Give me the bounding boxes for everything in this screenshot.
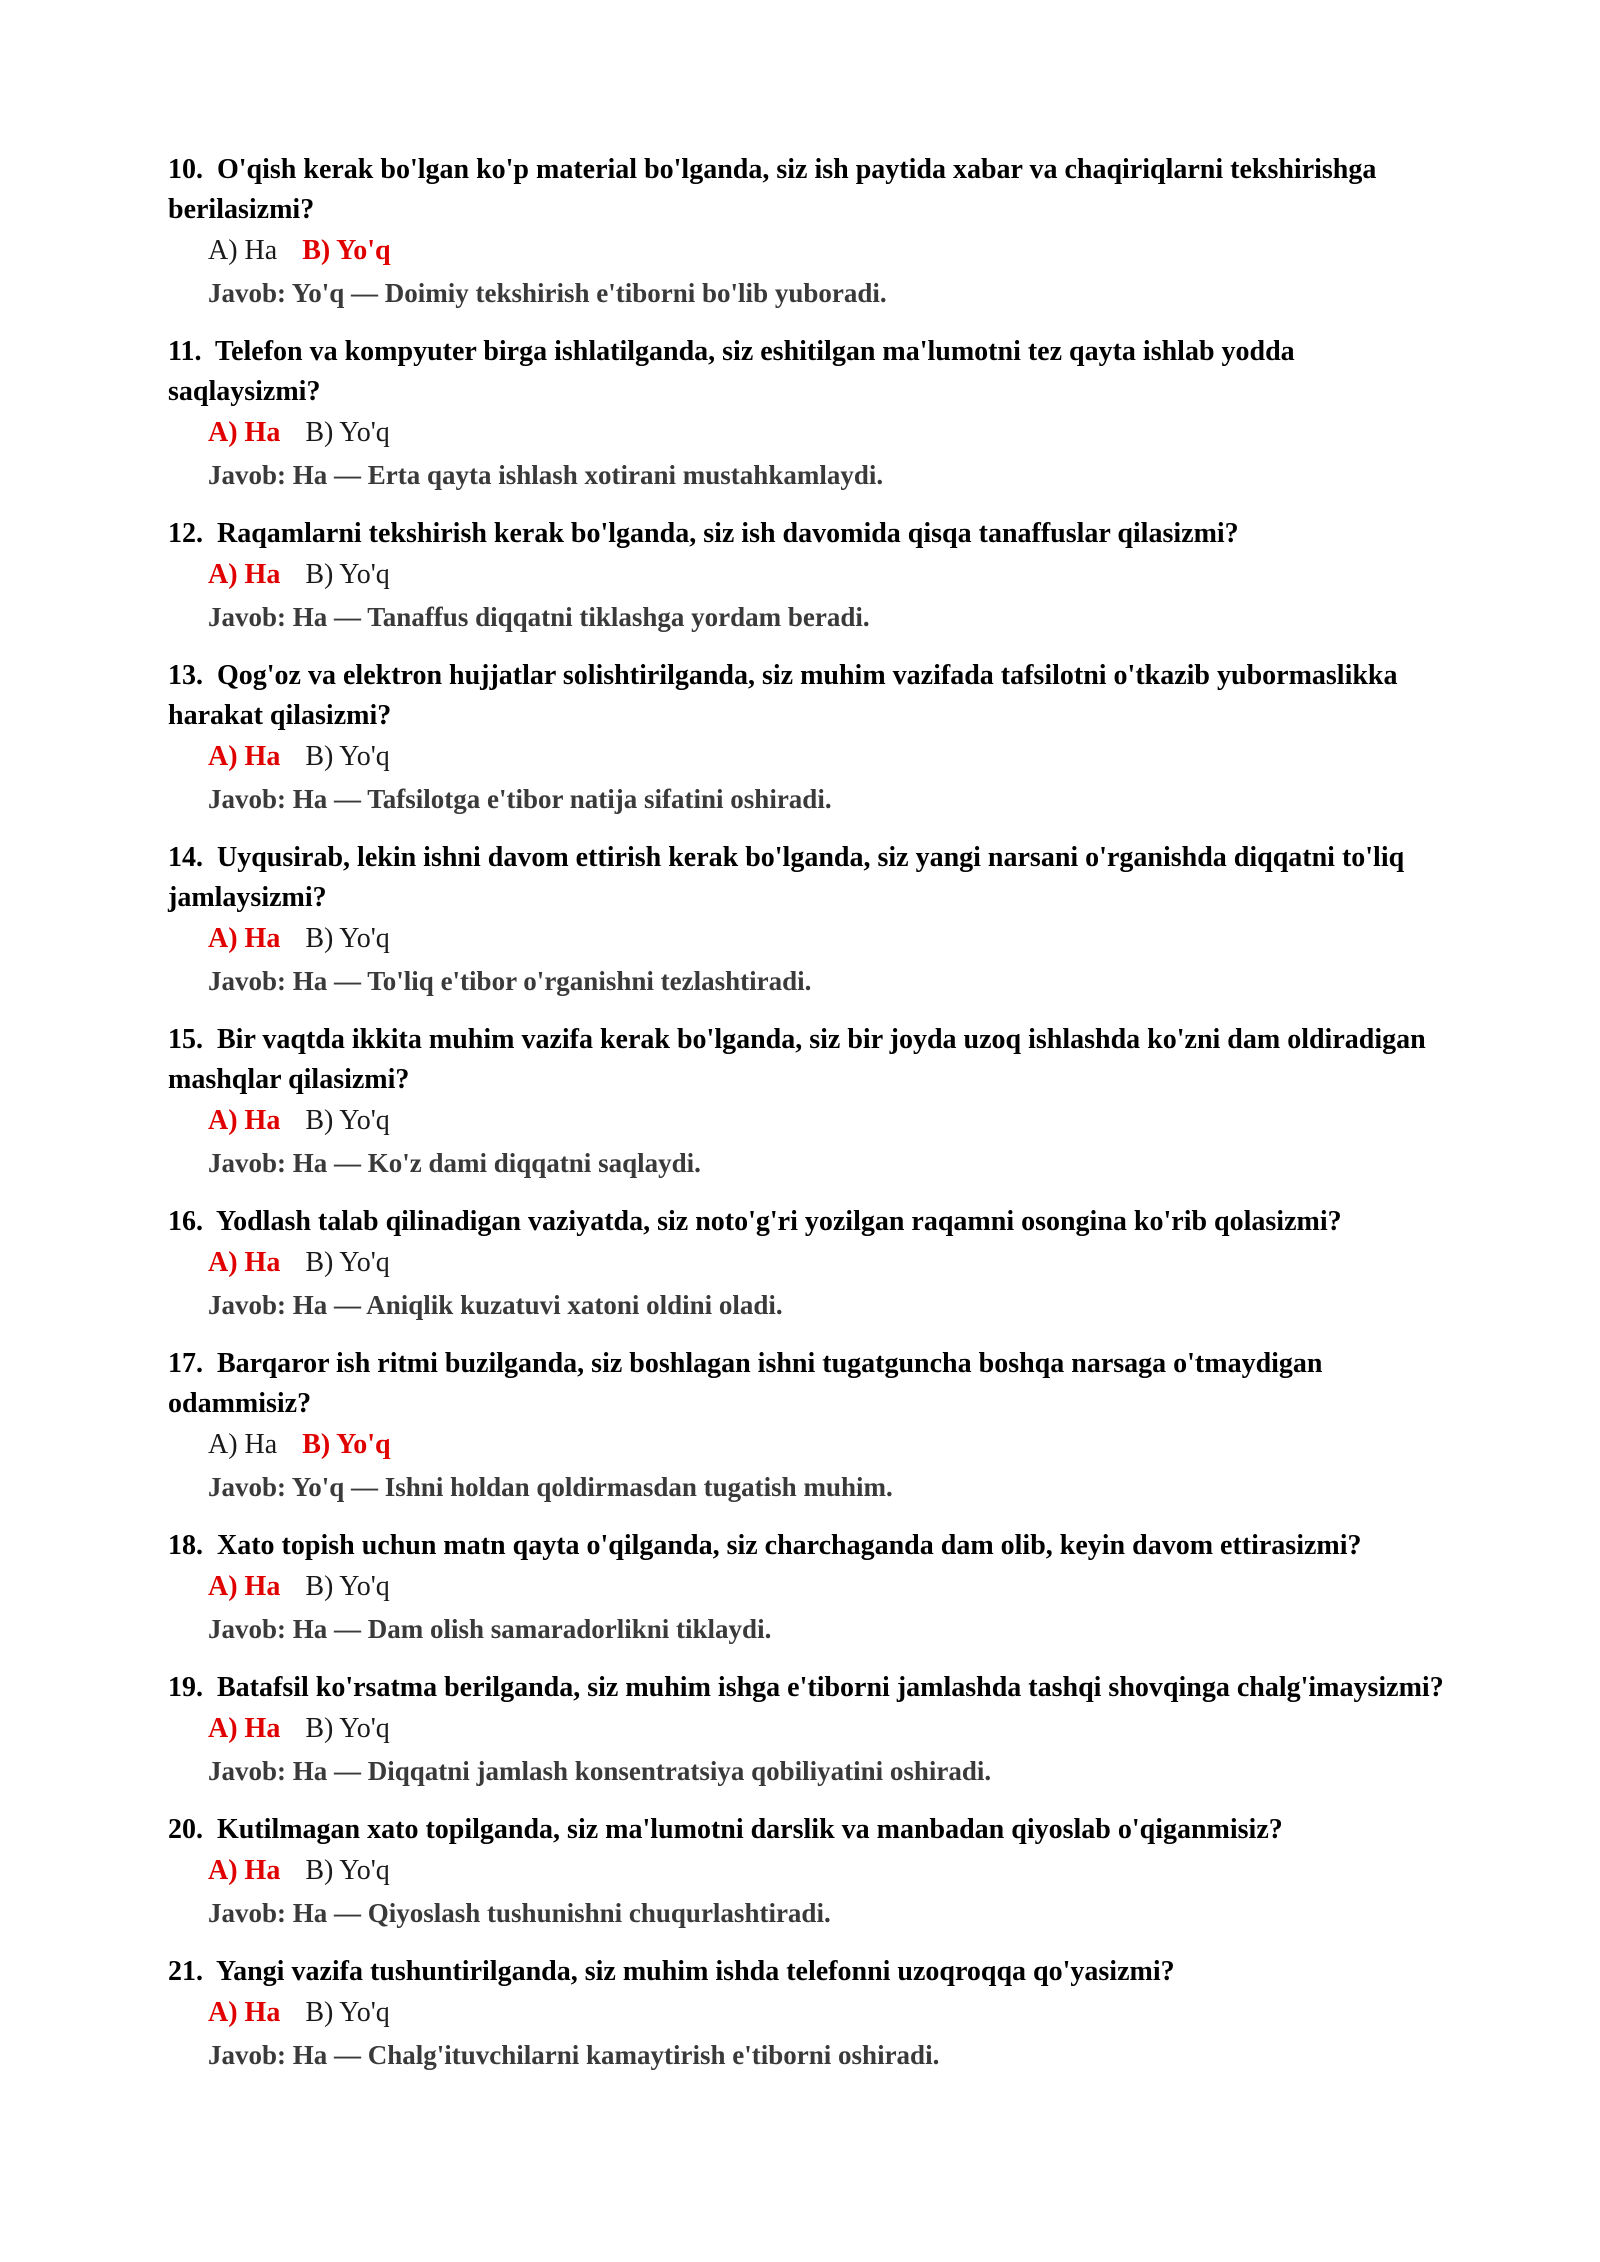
option-b[interactable]: B) Yo'q bbox=[302, 1429, 391, 1460]
question-number: 19. bbox=[168, 1672, 203, 1703]
question-text-line bbox=[168, 656, 1450, 736]
question-text-line bbox=[168, 1020, 1450, 1100]
question-text-line bbox=[168, 150, 1450, 230]
question-number: 10. bbox=[168, 154, 203, 185]
question-text: Qog'oz va elektron hujjatlar solishtirilganda, siz muhim vazifada tafsilotni o'tkazib yubormaslikka harakat qilasizmi? bbox=[168, 660, 1398, 731]
question-text-line bbox=[168, 1344, 1450, 1424]
option-a[interactable]: A) Ha bbox=[208, 741, 281, 772]
option-b[interactable]: B) Yo'q bbox=[305, 417, 390, 448]
question-text: Bir vaqtda ikkita muhim vazifa kerak bo'lganda, siz bir joyda uzoq ishlashda ko'zni dam oldiradigan mashqlar qilasizmi? bbox=[168, 1024, 1426, 1095]
option-a[interactable]: A) Ha bbox=[208, 1429, 278, 1460]
option-a[interactable]: A) Ha bbox=[208, 1247, 281, 1278]
question-number: 18. bbox=[168, 1530, 203, 1561]
question-item bbox=[168, 1810, 1450, 1934]
option-a[interactable]: A) Ha bbox=[208, 235, 278, 266]
answer-explanation: Javob: Ha — Tafsilotga e'tibor natija sifatini oshiradi. bbox=[208, 784, 832, 814]
answer-explanation: Javob: Ha — Erta qayta ishlash xotirani mustahkamlaydi. bbox=[208, 460, 884, 490]
question-text: Telefon va kompyuter birga ishlatilganda, siz eshitilgan ma'lumotni tez qayta ishlab yodda saqlaysizmi? bbox=[168, 336, 1295, 407]
question-list bbox=[168, 150, 1450, 2076]
question-text: Yodlash talab qilinadigan vaziyatda, siz noto'g'ri yozilgan raqamni osongina ko'rib qolasizmi? bbox=[215, 1206, 1342, 1237]
answer-explanation: Javob: Ha — Chalg'ituvchilarni kamaytirish e'tiborni oshiradi. bbox=[208, 2040, 940, 2070]
option-a[interactable]: A) Ha bbox=[208, 1713, 281, 1744]
question-text-line bbox=[168, 1526, 1450, 1566]
question-item bbox=[168, 1202, 1450, 1326]
answer-options bbox=[208, 230, 1450, 272]
question-number: 14. bbox=[168, 842, 203, 873]
option-b[interactable]: B) Yo'q bbox=[305, 741, 390, 772]
question-text: Xato topish uchun matn qayta o'qilganda, siz charchaganda dam olib, keyin davom ettirasizmi? bbox=[217, 1530, 1362, 1561]
question-text: Batafsil ko'rsatma berilganda, siz muhim ishga e'tiborni jamlashda tashqi shovqinga chalg'imaysizmi? bbox=[217, 1672, 1444, 1703]
answer-explanation: Javob: Ha — To'liq e'tibor o'rganishni tezlashtiradi. bbox=[208, 966, 812, 996]
question-text: Uyqusirab, lekin ishni davom ettirish kerak bo'lganda, siz yangi narsani o'rganishda diqqatni to'liq jamlaysizmi? bbox=[168, 842, 1405, 913]
option-a[interactable]: A) Ha bbox=[208, 417, 281, 448]
option-a[interactable]: A) Ha bbox=[208, 923, 281, 954]
question-number: 15. bbox=[168, 1024, 203, 1055]
option-b[interactable]: B) Yo'q bbox=[305, 1247, 390, 1278]
answer-explanation: Javob: Ha — Ko'z dami diqqatni saqlaydi. bbox=[208, 1148, 701, 1178]
option-b[interactable]: B) Yo'q bbox=[305, 1713, 390, 1744]
answer-explanation: Javob: Ha — Aniqlik kuzatuvi xatoni oldini oladi. bbox=[208, 1290, 783, 1320]
option-a[interactable]: A) Ha bbox=[208, 1571, 281, 1602]
question-number: 16. bbox=[168, 1206, 203, 1237]
question-text-line bbox=[168, 1668, 1450, 1708]
option-b[interactable]: B) Yo'q bbox=[305, 1997, 390, 2028]
question-item bbox=[168, 150, 1450, 314]
option-b[interactable]: B) Yo'q bbox=[305, 923, 390, 954]
question-item bbox=[168, 1344, 1450, 1508]
question-item bbox=[168, 1020, 1450, 1184]
question-text: Kutilmagan xato topilganda, siz ma'lumotni darslik va manbadan qiyoslab o'qiganmisiz? bbox=[217, 1814, 1283, 1845]
question-text-line bbox=[168, 1202, 1450, 1242]
answer-options bbox=[208, 1708, 1450, 1750]
question-item bbox=[168, 332, 1450, 496]
answer-options bbox=[208, 1424, 1450, 1466]
question-text: Yangi vazifa tushuntirilganda, siz muhim ishda telefonni uzoqroqqa qo'yasizmi? bbox=[215, 1956, 1175, 1987]
question-text-line bbox=[168, 514, 1450, 554]
answer-explanation: Javob: Ha — Diqqatni jamlash konsentratsiya qobiliyatini oshiradi. bbox=[208, 1756, 992, 1786]
answer-options bbox=[208, 412, 1450, 454]
answer-options bbox=[208, 918, 1450, 960]
option-b[interactable]: B) Yo'q bbox=[302, 235, 391, 266]
question-number: 11. bbox=[168, 336, 202, 367]
option-a[interactable]: A) Ha bbox=[208, 1855, 281, 1886]
answer-options bbox=[208, 1992, 1450, 2034]
answer-options bbox=[208, 736, 1450, 778]
option-a[interactable]: A) Ha bbox=[208, 559, 281, 590]
answer-options bbox=[208, 1100, 1450, 1142]
question-text-line bbox=[168, 1952, 1450, 1992]
question-text: Barqaror ish ritmi buzilganda, siz boshlagan ishni tugatguncha boshqa narsaga o'tmaydigan odammisiz? bbox=[168, 1348, 1323, 1419]
answer-explanation: Javob: Ha — Dam olish samaradorlikni tiklaydi. bbox=[208, 1614, 772, 1644]
question-item bbox=[168, 1952, 1450, 2076]
option-b[interactable]: B) Yo'q bbox=[305, 1105, 390, 1136]
answer-options bbox=[208, 1566, 1450, 1608]
answer-explanation: Javob: Ha — Tanaffus diqqatni tiklashga yordam beradi. bbox=[208, 602, 870, 632]
question-item bbox=[168, 838, 1450, 1002]
question-text: Raqamlarni tekshirish kerak bo'lganda, siz ish davomida qisqa tanaffuslar qilasizmi? bbox=[217, 518, 1239, 549]
answer-options bbox=[208, 1242, 1450, 1284]
answer-explanation: Javob: Yo'q — Ishni holdan qoldirmasdan tugatish muhim. bbox=[208, 1472, 893, 1502]
question-number: 13. bbox=[168, 660, 203, 691]
question-item bbox=[168, 1526, 1450, 1650]
answer-explanation: Javob: Ha — Qiyoslash tushunishni chuqurlashtiradi. bbox=[208, 1898, 831, 1928]
question-text: O'qish kerak bo'lgan ko'p material bo'lganda, siz ish paytida xabar va chaqiriqlarni tekshirishga berilasizmi? bbox=[168, 154, 1377, 225]
option-b[interactable]: B) Yo'q bbox=[305, 1571, 390, 1602]
question-item bbox=[168, 1668, 1450, 1792]
question-item bbox=[168, 656, 1450, 820]
question-text-line bbox=[168, 332, 1450, 412]
option-b[interactable]: B) Yo'q bbox=[305, 559, 390, 590]
answer-explanation: Javob: Yo'q — Doimiy tekshirish e'tiborni bo'lib yuboradi. bbox=[208, 278, 887, 308]
question-number: 20. bbox=[168, 1814, 203, 1845]
question-number: 21. bbox=[168, 1956, 203, 1987]
option-a[interactable]: A) Ha bbox=[208, 1105, 281, 1136]
question-text-line bbox=[168, 838, 1450, 918]
answer-options bbox=[208, 554, 1450, 596]
answer-options bbox=[208, 1850, 1450, 1892]
option-a[interactable]: A) Ha bbox=[208, 1997, 281, 2028]
option-b[interactable]: B) Yo'q bbox=[305, 1855, 390, 1886]
question-number: 12. bbox=[168, 518, 203, 549]
question-number: 17. bbox=[168, 1348, 203, 1379]
question-text-line bbox=[168, 1810, 1450, 1850]
question-item bbox=[168, 514, 1450, 638]
